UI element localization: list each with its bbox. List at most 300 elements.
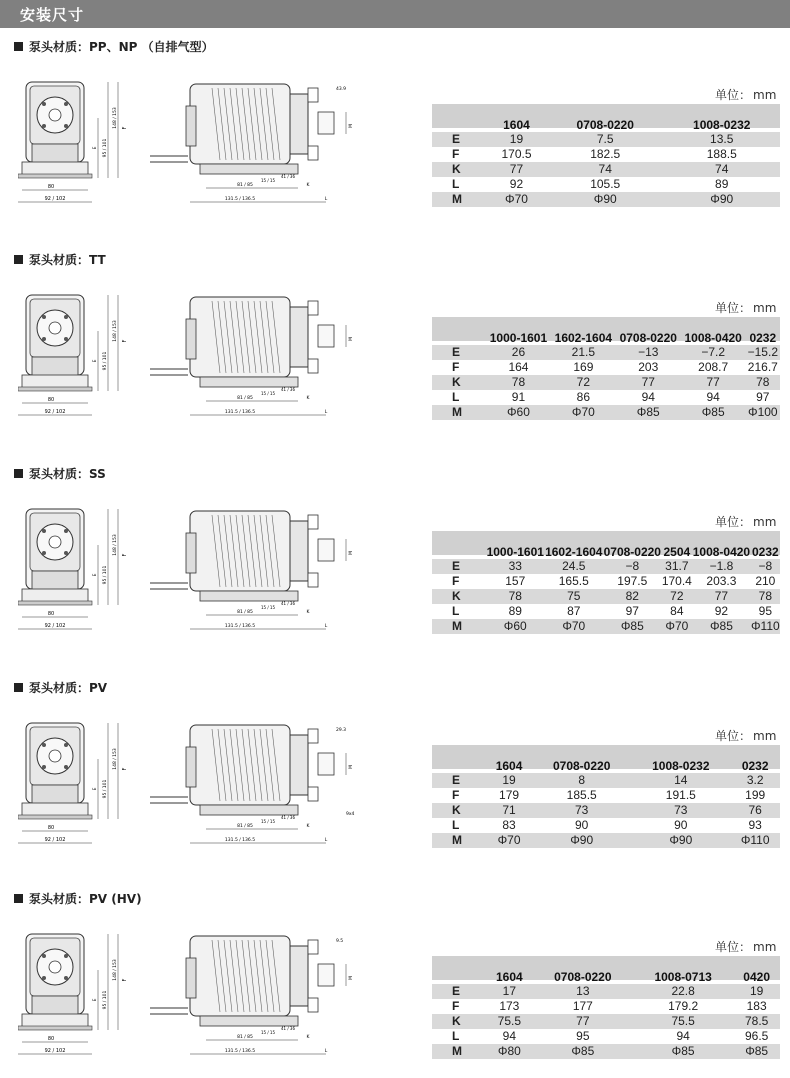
table-corner [432,759,486,773]
row-label: L [432,390,486,405]
dim-side-k: K [306,183,310,188]
dim-side-d: 15 / 15 [260,391,276,396]
table-cell: 169 [551,360,616,375]
table-cell: Φ70 [662,619,693,634]
table-cell: 197.5 [603,574,662,589]
side-view [150,719,380,863]
dim-side-m: M [349,124,354,128]
square-bullet-icon [14,255,23,264]
column-header: 1008-0713 [654,970,712,984]
section-title [14,38,214,55]
table-cell: −8 [603,559,662,574]
section-title [14,465,106,482]
table-cell: 94 [633,1029,733,1044]
column-header: 1008-0420 [684,331,742,345]
section-3 [0,463,790,653]
table-cell: 76 [730,803,780,818]
table-row [432,833,780,848]
unit-label [715,86,776,103]
dim-side-m: M [349,765,354,769]
dim-side-c: 41 / 36 [280,815,296,820]
table-cell: 87 [545,604,604,619]
page-title: 安装尺寸 [20,6,85,24]
row-label: M [432,833,486,848]
dim-side-a: 81 / 85 [237,183,253,188]
dim-front-e: E [93,359,98,363]
dim-front-e: E [93,787,98,791]
table-cell: Φ70 [486,833,532,848]
table-row [432,132,780,147]
table-cell: Φ90 [631,833,730,848]
table-cell: Φ60 [486,619,545,634]
dim-side-d: 15 / 15 [260,605,276,610]
table-row [432,803,780,818]
table-cell: 95 [533,1029,633,1044]
dim-front-h1: 95 / 101 [103,565,108,585]
row-label: E [432,559,486,574]
column-header: 2504 [663,545,691,559]
square-bullet-icon [14,42,23,51]
row-label: F [432,360,486,375]
table-cell: 72 [551,375,616,390]
table-cell: 179 [486,788,532,803]
dim-side-k: K [306,396,310,401]
table-cell: 191.5 [631,788,730,803]
dim-side-c: 41 / 36 [280,1026,296,1031]
table-row [432,1029,780,1044]
table-cell: 71 [486,803,532,818]
table-cell: 78 [746,375,780,390]
table-cell: 78 [486,375,551,390]
dim-side-l: L [324,1049,328,1054]
table-cell: 14 [631,773,730,788]
table-cell: Φ110 [750,619,780,633]
row-label: L [432,177,486,192]
table-cell: 7.5 [547,132,664,147]
dim-side-c: 41 / 36 [280,601,296,606]
unit-label-text: 单位： [715,88,752,102]
unit-label-text: 单位： [715,301,752,315]
table-row [432,589,780,604]
table-cell: Φ90 [547,192,664,207]
table-cell: 91 [486,390,551,405]
row-label: K [432,589,486,604]
section-title-text: 泵头材质：TT [29,253,106,267]
dim-front-h2: 148 / 153 [113,748,118,770]
dim-front-h2: 148 / 153 [113,534,118,556]
table-cell: 75 [545,589,604,604]
column-header: 1604 [495,759,523,773]
table-cell: 89 [663,177,780,192]
table-cell: 82 [603,589,662,604]
dim-front-w2: 92 / 102 [44,623,66,629]
dim-side-b: 131.5 / 136.5 [224,624,256,629]
table-cell: 77 [486,162,547,177]
table-cell: 74 [547,162,664,177]
section-title-text: 泵头材质：PV [29,681,108,695]
table-cell: 96.5 [733,1029,780,1044]
row-label: L [432,604,486,619]
table-cell: 86 [551,390,616,405]
dim-front-e: E [93,146,98,150]
table-cell: 185.5 [532,788,631,803]
table-cell: 78.5 [733,1014,780,1029]
table-row [432,984,780,999]
dim-front-w2: 92 / 102 [44,1048,66,1054]
table-cell: Φ90 [532,833,631,848]
dim-side-top: 9.5 [336,939,344,944]
table-cell: 208.7 [681,360,746,375]
section-5 [0,888,790,1078]
section-title [14,679,107,696]
dim-front-w1: 80 [47,184,55,190]
dimension-table [432,956,780,1066]
front-view-drawing [18,291,138,431]
table-cell: 21.5 [551,345,616,360]
section-title-text: 泵头材质：PP、NP （自排气型） [29,40,214,54]
dim-front-f: F [122,553,128,557]
table-cell: 73 [532,803,631,818]
table-cell: 24.5 [545,559,604,574]
row-label: M [432,1044,486,1059]
table-cell: Φ100 [746,405,780,420]
table-row [432,1014,780,1029]
dim-side-b: 131.5 / 136.5 [224,1049,256,1054]
table-cell: 8 [532,773,631,788]
dim-front-f: F [122,978,128,982]
table-cell: 17 [486,984,533,999]
dim-side-top: 43.9 [336,87,347,92]
column-header: 0708-0220 [576,118,634,132]
table-corner [432,118,486,132]
section-title-text: 泵头材质：PV (HV) [29,892,142,906]
table-row [432,773,780,788]
dim-side-l: L [324,838,328,843]
dim-side-l: L [324,197,328,202]
front-view [18,78,138,222]
row-label: L [432,818,486,833]
table-cell: 164 [486,360,551,375]
row-label: E [432,132,486,147]
table-cell: Φ110 [730,833,780,848]
table-cell: Φ90 [663,192,780,207]
row-label: K [432,803,486,818]
dim-side-l: L [324,410,328,415]
table-row [432,162,780,177]
table-row [432,818,780,833]
table-cell: 94 [616,390,681,405]
dim-front-f: F [122,767,128,771]
table-cell: −7.2 [681,345,746,360]
table-row [432,574,780,589]
table-cell: 216.7 [746,360,780,375]
column-header: 1008-0232 [652,759,710,773]
row-label: F [432,999,486,1014]
table-cell: 78 [751,589,780,604]
table-row [432,619,780,634]
front-view-drawing [18,930,138,1070]
dim-front-e: E [93,573,98,577]
table-cell: 90 [631,818,730,833]
unit-label-text: 单位： [715,729,752,743]
table-cell: 13 [533,984,633,999]
unit-label [715,727,776,744]
dim-side-a: 81 / 85 [237,1035,253,1040]
dim-front-h1: 95 / 101 [103,138,108,158]
dim-side-m: M [349,976,354,980]
row-label: E [432,773,486,788]
table-row [432,405,780,420]
column-header: 1604 [495,970,523,984]
table-row [432,390,780,405]
table-cell: 177 [533,999,633,1014]
table-cell: 182.5 [547,147,664,162]
side-view-drawing [150,930,380,1070]
table-cell: Φ85 [692,619,751,634]
table-cell: 73 [631,803,730,818]
unit-label-text: 单位： [715,515,752,529]
table-cell: −1.8 [692,559,751,574]
table-cell: Φ60 [486,405,551,420]
dim-front-w2: 92 / 102 [44,409,66,415]
section-title-text: 泵头材质：SS [29,467,106,481]
column-header: 0708-0220 [619,331,677,345]
side-view [150,291,380,435]
table-cell: 75.5 [633,1014,733,1029]
table-cell: −13 [616,345,681,360]
front-view [18,930,138,1074]
section-1 [0,36,790,226]
unit-value: mm [753,88,777,102]
dim-front-h1: 95 / 101 [103,990,108,1010]
square-bullet-icon [14,683,23,692]
table-cell: Φ85 [603,619,662,634]
dim-side-l: L [324,624,328,629]
dim-side-k: K [306,610,310,615]
side-view-drawing [150,505,380,645]
table-row [432,192,780,207]
table-cell: 19 [733,984,780,999]
side-view [150,78,380,222]
column-header: 1000-1601 [489,331,548,345]
dim-side-c: 41 / 36 [280,387,296,392]
row-label: L [432,1029,486,1044]
table-cell: 3.2 [730,773,780,788]
table-cell: 188.5 [663,147,780,162]
column-header: 0232 [741,759,769,773]
table-cell: 19 [486,773,532,788]
column-header: 1604 [503,118,530,132]
dim-side-a: 81 / 85 [237,396,253,401]
column-header: 1008-0420 [692,545,751,559]
table-cell: 92 [692,604,751,619]
unit-value: mm [753,729,777,743]
table-cell: 95 [751,604,780,619]
square-bullet-icon [14,469,23,478]
table-cell: 199 [730,788,780,803]
dim-side-d: 15 / 15 [260,1030,276,1035]
dim-front-w2: 92 / 102 [44,837,66,843]
table-cell: 26 [486,345,551,360]
dim-front-f: F [122,126,128,130]
table-cell: 83 [486,818,532,833]
dim-side-k: K [306,824,310,829]
table-row [432,147,780,162]
table-cell: 77 [616,375,681,390]
table-cell: Φ85 [633,1044,733,1059]
dim-front-f: F [122,339,128,343]
table-cell: 97 [746,390,780,405]
table-cell: Φ85 [616,405,681,420]
table-cell: 173 [486,999,533,1014]
dim-front-e: E [93,998,98,1002]
row-label: F [432,574,486,589]
table-cell: −8 [751,559,780,574]
row-label: K [432,162,486,177]
table-cell: 210 [751,574,780,589]
table-cell: 165.5 [545,574,604,589]
table-cell: 93 [730,818,780,833]
table-row [432,788,780,803]
column-header: 0708-0220 [603,545,661,559]
dim-side-a: 81 / 85 [237,824,253,829]
table-cell: 77 [533,1014,633,1029]
dim-side-m: M [349,337,354,341]
table-cell: 203 [616,360,681,375]
table-row [432,360,780,375]
table-cell: 13.5 [663,132,780,147]
dimension-table [432,745,780,855]
dim-side-9x4: 9x4 [346,812,355,817]
table-cell: Φ85 [733,1044,780,1059]
row-label: M [432,619,486,634]
table-cell: 33 [486,559,545,574]
column-header: 1000-1601 [486,545,544,559]
table-cell: 179.2 [633,999,733,1014]
column-header: 1008-0232 [693,118,751,132]
front-view-drawing [18,78,138,218]
front-view [18,505,138,649]
table-cell: 183 [733,999,780,1014]
row-label: E [432,345,486,360]
dim-side-c: 41 / 36 [280,174,296,179]
front-view-drawing [18,505,138,645]
table-cell: Φ70 [486,192,547,207]
dim-side-d: 15 / 15 [260,178,276,183]
table-cell: 97 [603,604,662,619]
table-cell: 74 [663,162,780,177]
table-row [432,345,780,360]
table-cell: 77 [692,589,751,604]
row-label: E [432,984,486,999]
dim-side-top: 29.3 [336,728,347,733]
row-label: F [432,147,486,162]
table-row [432,177,780,192]
page-header [0,0,790,28]
section-4 [0,677,790,867]
table-cell: Φ85 [681,405,746,420]
section-2 [0,249,790,439]
table-cell: 19 [486,132,547,147]
dim-side-a: 81 / 85 [237,610,253,615]
unit-label-text: 单位： [715,940,752,954]
unit-value: mm [753,301,777,315]
dim-front-w1: 80 [47,397,55,403]
dimension-table [432,317,780,427]
table-cell: Φ70 [545,619,604,634]
row-label: K [432,1014,486,1029]
dim-front-h2: 148 / 153 [113,959,118,981]
side-view [150,930,380,1074]
table-cell: 77 [681,375,746,390]
dim-front-w2: 92 / 102 [44,196,66,202]
table-cell: 84 [662,604,693,619]
table-cell: Φ80 [486,1044,533,1059]
table-cell: 94 [486,1029,533,1044]
column-header: 0232 [749,331,777,345]
unit-label [715,938,776,955]
table-row [432,1044,780,1059]
dim-front-h2: 148 / 153 [113,320,118,342]
dim-front-h1: 95 / 101 [103,351,108,371]
row-label: F [432,788,486,803]
table-corner [432,545,486,559]
table-row [432,375,780,390]
table-cell: 170.4 [661,574,692,588]
column-header: 0232 [751,545,779,559]
dim-front-w1: 80 [47,611,55,617]
row-label: M [432,405,486,420]
column-header: 1602-1604 [545,545,603,559]
table-cell: 157 [486,574,545,589]
dim-front-h2: 148 / 153 [113,107,118,129]
table-cell: 31.7 [662,559,693,574]
table-cell: 92 [486,177,547,192]
side-view-drawing [150,78,380,218]
column-header: 0708-0220 [552,759,611,773]
column-header: 0708-0220 [554,970,612,984]
table-cell: 72 [662,589,693,604]
dim-side-b: 131.5 / 136.5 [224,197,256,202]
dim-front-h1: 95 / 101 [103,779,108,799]
dim-front-w1: 80 [47,825,55,831]
table-row [432,604,780,619]
table-corner [432,970,486,984]
row-label: K [432,375,486,390]
front-view [18,719,138,863]
row-label: M [432,192,486,207]
front-view-drawing [18,719,138,859]
dim-side-m: M [349,551,354,555]
square-bullet-icon [14,894,23,903]
table-cell: 89 [486,604,545,619]
table-cell: 75.5 [486,1014,533,1029]
table-cell: Φ70 [551,405,616,420]
unit-label [715,299,776,316]
side-view [150,505,380,649]
section-title [14,890,142,907]
unit-value: mm [753,515,777,529]
table-row [432,559,780,574]
column-header: 1602-1604 [554,331,613,345]
table-cell: 203.3 [692,574,751,589]
dim-side-b: 131.5 / 136.5 [224,838,256,843]
front-view [18,291,138,435]
unit-value: mm [753,940,777,954]
table-cell: 90 [532,818,631,833]
dimension-table [432,531,780,641]
table-cell: Φ85 [533,1044,633,1059]
